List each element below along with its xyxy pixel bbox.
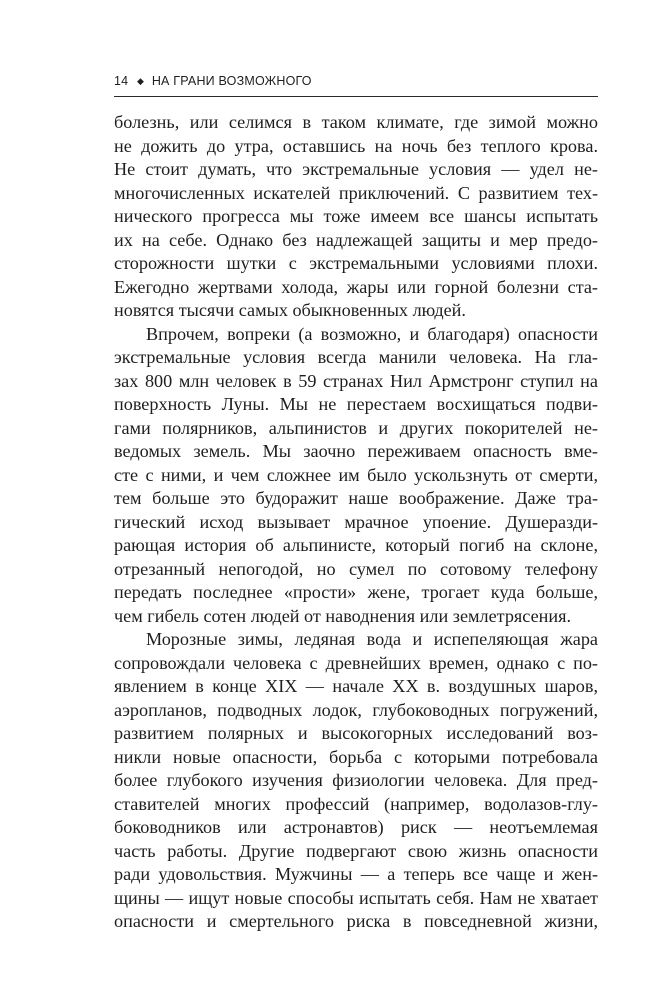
text-line: щины — ищут новые способы испытать себя. Нам не хватает — [114, 887, 598, 908]
text-line: зах 800 млн человек в 59 странах Нил Армстронг ступил на — [114, 370, 598, 391]
text-line: часть работы. Другие подвергают свою жизнь опасности — [114, 840, 598, 861]
paragraph — [114, 628, 598, 934]
text-line: гический исход вызывает мрачное упоение. Душеразди- — [114, 511, 598, 532]
text-line: Впрочем, вопреки (а возможно, и благодаря) опасности — [146, 323, 598, 344]
text-line: экстремальные условия всегда манили человека. На гла- — [114, 347, 598, 367]
paragraph — [114, 111, 598, 323]
running-header — [114, 74, 598, 97]
text-line: гами полярников, альпинистов и других покорителей не- — [114, 417, 598, 438]
text-line: не дожить до утра, оставшись на ночь без теплого крова. — [114, 135, 598, 156]
text-line: передать последнее «прости» жене, трогает куда больше, — [114, 582, 598, 602]
text-line: ставителей многих профессий (например, водолазов-глу- — [114, 793, 598, 814]
text-line: Морозные зимы, ледяная вода и испепеляющая жара — [146, 629, 598, 649]
text-line: их на себе. Однако без надлежащей защиты и мер предо- — [114, 229, 598, 250]
text-line: тем больше это будоражит наше воображение. Даже тра- — [114, 488, 598, 508]
text-line: боководников или астронавтов) риск — неотъемлемая — [114, 817, 598, 837]
text-line: новятся тысячи самых обыкновенных людей. — [114, 300, 466, 320]
text-line: более глубокого изучения физиологии человека. Для пред- — [114, 770, 598, 790]
text-line: сте с ними, и чем сложнее им было ускользнуть от смерти, — [114, 464, 598, 485]
text-line: опасности и смертельного риска в повседневной жизни, — [114, 911, 598, 931]
text-line: развитием полярных и высокогорных исследований воз- — [114, 723, 598, 743]
text-line: многочисленных искателей приключений. С развитием тех- — [114, 182, 598, 203]
text-line: явлением в конце XIX — начале XX в. воздушных шаров, — [114, 676, 598, 696]
paragraph — [114, 323, 598, 629]
text-line: Не стоит думать, что экстремальные условия — удел не- — [114, 159, 598, 179]
text-line: сопровождали человека с древнейших времен, однако с по- — [114, 652, 598, 673]
text-line: рающая история об альпинисте, который погиб на склоне, — [114, 535, 598, 555]
text-line: ведомых земель. Мы заочно переживаем опасность вме- — [114, 441, 598, 461]
text-line: нического прогресса мы тоже имеем все шансы испытать — [114, 206, 598, 226]
text-line: сторожности шутки с экстремальными условиями плохи. — [114, 253, 598, 273]
text-line: поверхность Луны. Мы не перестаем восхищаться подви- — [114, 394, 598, 414]
page-number: 14 — [114, 74, 129, 88]
running-title: НА ГРАНИ ВОЗМОЖНОГО — [151, 74, 312, 88]
text-line: отрезанный непогодой, но сумел по сотовому телефону — [114, 558, 598, 579]
text-line: Ежегодно жертвами холода, жары или горной болезни ста- — [114, 276, 598, 297]
text-line: ради удовольствия. Мужчины — а теперь все чаще и жен- — [114, 864, 598, 884]
text-line: аэропланов, подводных лодок, глубоководных погружений, — [114, 699, 598, 720]
diamond-bullet-icon: ◆ — [137, 76, 145, 86]
body-text — [114, 111, 598, 934]
text-line: болезнь, или селимся в таком климате, где зимой можно — [114, 112, 598, 132]
text-line: никли новые опасности, борьба с которыми потребовала — [114, 746, 598, 767]
text-line: чем гибель сотен людей от наводнения или землетрясения. — [114, 605, 572, 626]
